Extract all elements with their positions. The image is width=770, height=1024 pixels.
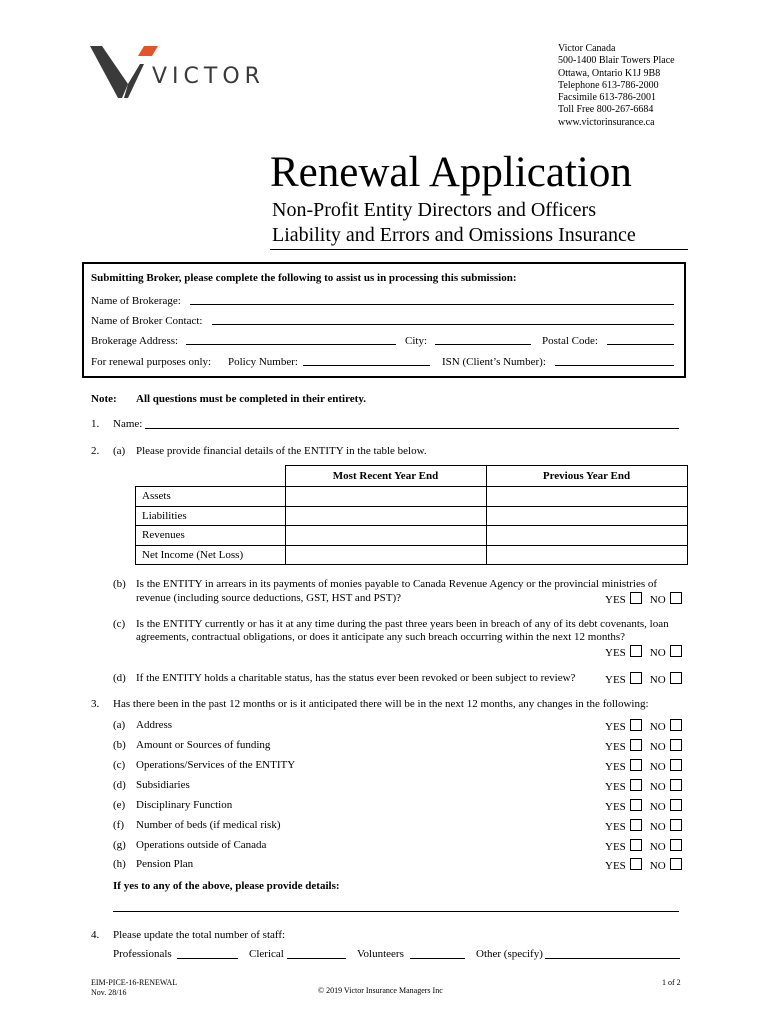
item-letter: (d) <box>113 672 126 684</box>
postal-code-label: Postal Code: <box>542 335 598 347</box>
change-item-beds: Number of beds (if medical risk) <box>136 819 281 831</box>
item-letter: (g) <box>113 839 126 851</box>
yes-label: YES <box>605 594 626 606</box>
item-letter: (a) <box>113 445 126 457</box>
renewal-purposes-label: For renewal purposes only: <box>91 356 212 368</box>
other-field[interactable] <box>545 958 680 959</box>
address-line: www.victorinsurance.ca <box>558 116 655 128</box>
yes-label: YES <box>605 721 626 733</box>
no-label: NO <box>649 781 666 793</box>
assets-recent-cell[interactable] <box>285 487 486 507</box>
address-line: Facsimile 613-786-2001 <box>558 92 657 104</box>
volunteers-label: Volunteers <box>357 948 404 960</box>
question-2b-line2: revenue (including source deductions, GST, HST and PST)? <box>136 592 402 604</box>
clerical-field[interactable] <box>287 958 346 959</box>
no-checkbox[interactable] <box>670 819 682 831</box>
no-label: NO <box>649 647 666 659</box>
form-code: EIM-PICE-16-RENEWAL <box>91 978 178 987</box>
note-label: Note: <box>91 393 117 405</box>
isn-field[interactable] <box>555 365 674 366</box>
yes-no-3a <box>605 719 682 733</box>
no-label: NO <box>649 841 666 853</box>
change-item-address: Address <box>136 719 173 731</box>
item-letter: (e) <box>113 799 126 811</box>
item-letter: (d) <box>113 779 126 791</box>
table-row <box>136 545 688 565</box>
victor-wordmark: VICTOR <box>152 64 265 89</box>
item-letter: (h) <box>113 858 126 870</box>
no-checkbox[interactable] <box>670 592 682 604</box>
policy-number-label: Policy Number: <box>228 356 298 368</box>
no-checkbox[interactable] <box>670 839 682 851</box>
city-label: City: <box>405 335 428 347</box>
yes-label: YES <box>605 647 626 659</box>
yes-checkbox[interactable] <box>630 759 642 771</box>
victor-v-mark-icon <box>88 44 160 100</box>
yes-label: YES <box>605 841 626 853</box>
no-label: NO <box>649 821 666 833</box>
question-2a-text: Please provide financial details of the ENTITY in the table below. <box>136 445 427 457</box>
no-checkbox[interactable] <box>670 739 682 751</box>
yes-checkbox[interactable] <box>630 839 642 851</box>
row-label-assets: Assets <box>136 487 286 507</box>
no-label: NO <box>649 860 666 872</box>
question-2c-line2: agreements, contractual obligations, or does it anticipate any such breach occurring within the next 12 months? <box>136 631 626 643</box>
note-text: All questions must be completed in their entirety. <box>136 393 366 405</box>
professionals-field[interactable] <box>177 958 238 959</box>
city-field[interactable] <box>435 344 531 345</box>
no-checkbox[interactable] <box>670 719 682 731</box>
change-item-disciplinary: Disciplinary Function <box>136 799 233 811</box>
change-item-outside-canada: Operations outside of Canada <box>136 839 267 851</box>
yes-label: YES <box>605 801 626 813</box>
item-letter: (c) <box>113 759 126 771</box>
yes-label: YES <box>605 821 626 833</box>
address-line: 500-1400 Blair Towers Place <box>558 55 675 67</box>
no-label: NO <box>649 674 666 686</box>
brokerage-name-field[interactable] <box>190 304 674 305</box>
table-header-row <box>136 466 688 487</box>
financial-details-table <box>135 465 688 565</box>
page-subtitle <box>272 198 636 248</box>
question-number: 2. <box>91 445 100 457</box>
item-letter: (a) <box>113 719 126 731</box>
no-checkbox[interactable] <box>670 799 682 811</box>
isn-label: ISN (Client’s Number): <box>442 356 546 368</box>
clerical-label: Clerical <box>249 948 284 960</box>
yes-label: YES <box>605 761 626 773</box>
no-label: NO <box>649 761 666 773</box>
address-line: Victor Canada <box>558 43 616 54</box>
table-row <box>136 487 688 507</box>
net-income-recent-cell[interactable] <box>285 545 486 565</box>
professionals-label: Professionals <box>113 948 172 960</box>
yes-checkbox[interactable] <box>630 739 642 751</box>
change-item-operations: Operations/Services of the ENTITY <box>136 759 296 771</box>
yes-no-3f <box>605 819 682 833</box>
yes-label: YES <box>605 741 626 753</box>
yes-label: YES <box>605 674 626 686</box>
question-2c-line1: Is the ENTITY currently or has it at any time during the past three years been in breach of any of its debt covenants, loan <box>136 618 669 630</box>
yes-label: YES <box>605 781 626 793</box>
form-date: Nov. 28/16 <box>91 988 127 997</box>
change-item-subsidiaries: Subsidiaries <box>136 779 190 791</box>
yes-no-2d <box>605 672 682 686</box>
title-divider <box>270 249 688 250</box>
other-label: Other (specify) <box>476 948 543 960</box>
item-letter: (b) <box>113 739 126 751</box>
yes-no-2b <box>605 592 682 606</box>
row-label-net-income: Net Income (Net Loss) <box>136 545 286 565</box>
no-label: NO <box>649 801 666 813</box>
address-line: Toll Free 800-267-6684 <box>558 104 654 116</box>
question-2b-line1: Is the ENTITY in arrears in its payments of monies payable to Canada Revenue Agency or the provincial ministries of <box>136 578 658 590</box>
col-header-most-recent: Most Recent Year End <box>285 466 486 487</box>
item-letter: (f) <box>113 819 124 831</box>
no-checkbox[interactable] <box>670 779 682 791</box>
item-letter: (c) <box>113 618 126 630</box>
no-checkbox[interactable] <box>670 858 682 870</box>
yes-no-3b <box>605 739 682 753</box>
brokerage-name-label: Name of Brokerage: <box>91 295 181 307</box>
assets-previous-cell[interactable] <box>486 487 687 507</box>
no-checkbox[interactable] <box>670 672 682 684</box>
volunteers-field[interactable] <box>410 958 465 959</box>
no-label: NO <box>649 741 666 753</box>
question-number: 3. <box>91 698 100 710</box>
name-field[interactable] <box>145 428 679 429</box>
question-3-text: Has there been in the past 12 months or is it anticipated there will be in the next 12 months, any changes in the following: <box>113 698 649 710</box>
net-income-previous-cell[interactable] <box>486 545 687 565</box>
yes-checkbox[interactable] <box>630 799 642 811</box>
yes-checkbox[interactable] <box>630 779 642 791</box>
item-letter: (b) <box>113 578 126 590</box>
copyright: © 2019 Victor Insurance Managers Inc <box>318 986 443 995</box>
yes-no-3d <box>605 779 682 793</box>
address-line: Telephone 613-786-2000 <box>558 79 659 91</box>
yes-checkbox[interactable] <box>630 645 642 657</box>
row-label-liabilities: Liabilities <box>136 506 286 526</box>
yes-no-2c <box>605 645 682 659</box>
details-label: If yes to any of the above, please provide details: <box>113 880 340 892</box>
page-title: Renewal Application <box>270 149 632 196</box>
yes-label: YES <box>605 860 626 872</box>
brokerage-address-field[interactable] <box>186 344 396 345</box>
change-item-pension: Pension Plan <box>136 858 194 870</box>
table-corner <box>136 466 286 487</box>
yes-no-3g <box>605 839 682 853</box>
liabilities-recent-cell[interactable] <box>285 506 486 526</box>
question-4-text: Please update the total number of staff: <box>113 929 286 941</box>
yes-no-3c <box>605 759 682 773</box>
liabilities-previous-cell[interactable] <box>486 506 687 526</box>
row-label-revenues: Revenues <box>136 526 286 546</box>
address-line: Ottawa, Ontario K1J 9B8 <box>558 67 661 79</box>
yes-no-3e <box>605 799 682 813</box>
table-row <box>136 526 688 546</box>
brokerage-address-label: Brokerage Address: <box>91 335 179 347</box>
no-checkbox[interactable] <box>670 759 682 771</box>
subtitle-line: Non-Profit Entity Directors and Officers <box>272 199 596 221</box>
details-field[interactable] <box>113 911 679 912</box>
change-item-funding: Amount or Sources of funding <box>136 739 271 751</box>
col-header-previous: Previous Year End <box>486 466 687 487</box>
yes-checkbox[interactable] <box>630 858 642 870</box>
no-label: NO <box>649 721 666 733</box>
name-label: Name: <box>113 418 143 430</box>
subtitle-line: Liability and Errors and Omissions Insurance <box>272 224 636 246</box>
no-checkbox[interactable] <box>670 645 682 657</box>
postal-code-field[interactable] <box>607 344 674 345</box>
question-number: 4. <box>91 929 100 941</box>
broker-contact-label: Name of Broker Contact: <box>91 315 203 327</box>
question-number: 1. <box>91 418 100 430</box>
yes-checkbox[interactable] <box>630 672 642 684</box>
victor-logo <box>88 44 263 100</box>
broker-contact-field[interactable] <box>212 324 674 325</box>
policy-number-field[interactable] <box>303 365 430 366</box>
question-2d-text: If the ENTITY holds a charitable status, has the status ever been revoked or been subject to review? <box>136 672 576 684</box>
yes-no-3h <box>605 858 682 872</box>
company-address <box>558 43 675 129</box>
revenues-recent-cell[interactable] <box>285 526 486 546</box>
yes-checkbox[interactable] <box>630 819 642 831</box>
yes-checkbox[interactable] <box>630 719 642 731</box>
revenues-previous-cell[interactable] <box>486 526 687 546</box>
no-label: NO <box>649 594 666 606</box>
broker-heading: Submitting Broker, please complete the following to assist us in processing this submission: <box>91 272 517 284</box>
table-row <box>136 506 688 526</box>
yes-checkbox[interactable] <box>630 592 642 604</box>
page-number: 1 of 2 <box>662 978 681 987</box>
